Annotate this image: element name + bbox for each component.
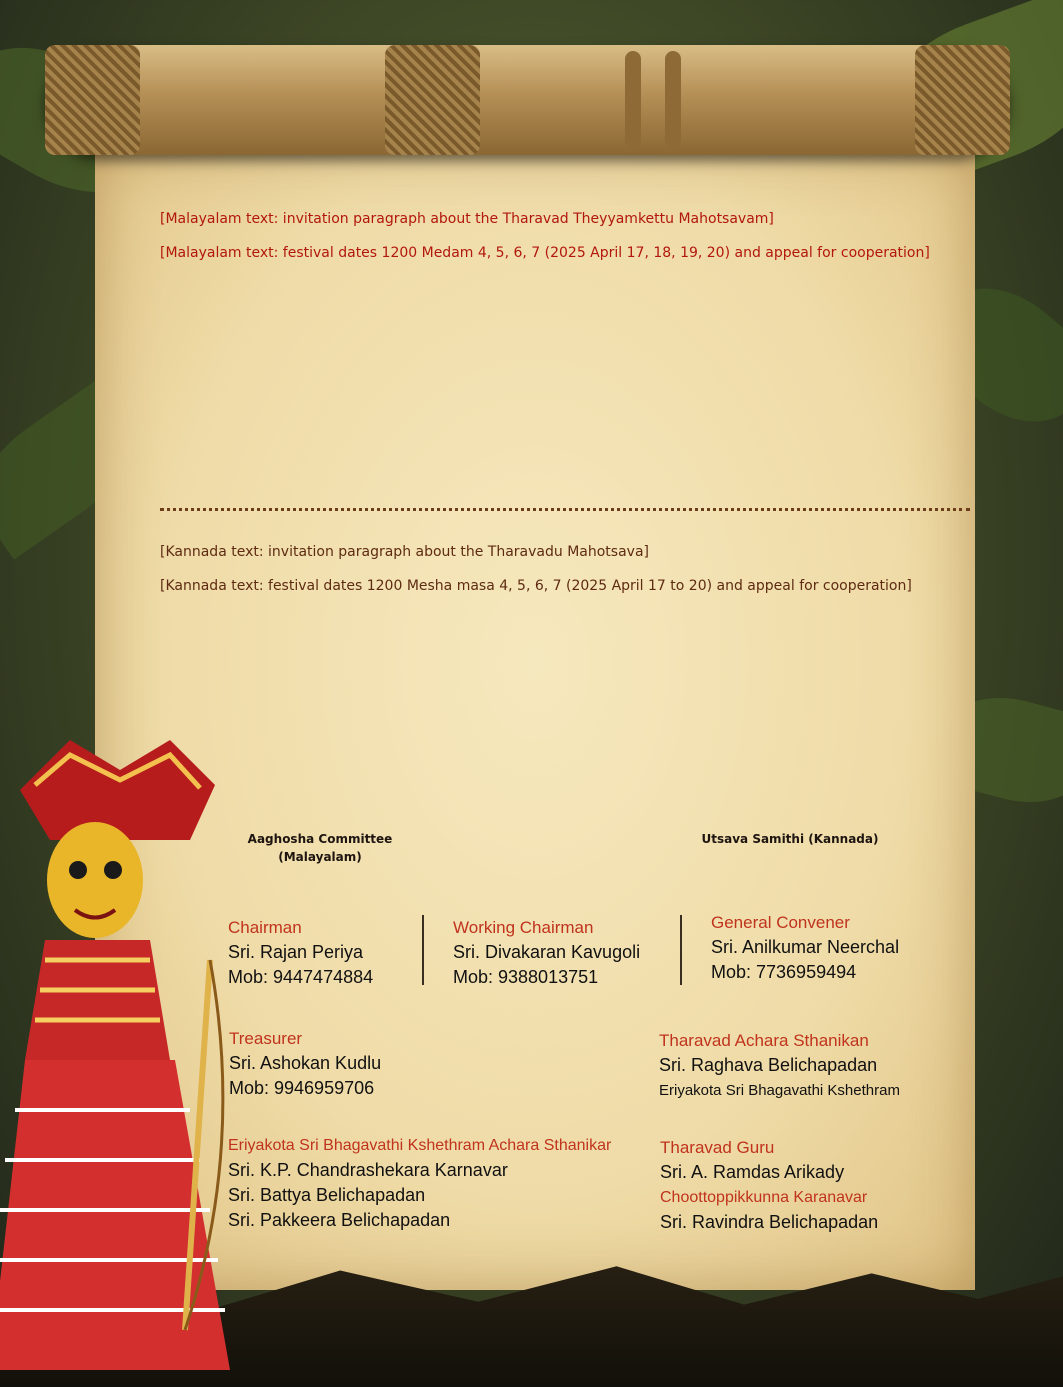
kannada-paragraph-1: [Kannada text: invitation paragraph about the Tharavadu Mahotsava] [160,544,649,560]
guru-role: Tharavad Guru [660,1138,775,1157]
guru-name: Sri. A. Ramdas Arikady [660,1162,845,1182]
kshethram-achara-role: Eriyakota Sri Bhagavathi Kshethram Achara Sthanikar [228,1137,612,1154]
general-convener-block [711,910,899,985]
treasurer-name: Sri. Ashokan Kudlu [229,1053,382,1073]
guru-block [660,1135,878,1235]
chairman-role: Chairman [228,918,302,937]
working-chairman-mobile: Mob: 9388013751 [453,967,599,987]
theyyam-performer-image [0,730,240,1387]
achara-sthanikan-block [659,1028,900,1103]
achara-sthanikan-name: Sri. Raghava Belichapadan [659,1055,878,1075]
malayalam-text-block [160,205,965,273]
chairman-mobile: Mob: 9447474884 [228,967,374,987]
achara-sthanikan-temple: Eriyakota Sri Bhagavathi Kshethram [659,1082,900,1099]
treasurer-role: Treasurer [229,1029,303,1048]
kshethram-achara-block [228,1133,611,1233]
chairman-block [228,915,373,990]
kshethram-achara-name-2: Sri. Battya Belichapadan [228,1185,426,1205]
chairman-name: Sri. Rajan Periya [228,942,364,962]
kannada-text-block [160,538,965,606]
achara-sthanikan-role: Tharavad Achara Sthanikan [659,1031,869,1050]
treasurer-block [229,1026,381,1101]
column-divider [680,915,682,985]
malayalam-paragraph-2: [Malayalam text: festival dates 1200 Medam 4, 5, 6, 7 (2025 April 17, 18, 19, 20) and appeal for cooperation] [160,245,930,261]
working-chairman-block [453,915,640,990]
working-chairman-role: Working Chairman [453,918,594,937]
general-convener-name: Sri. Anilkumar Neerchal [711,937,900,957]
kshethram-achara-name-3: Sri. Pakkeera Belichapadan [228,1210,451,1230]
working-chairman-name: Sri. Divakaran Kavugoli [453,942,641,962]
signature-left: Aaghosha Committee (Malayalam) [247,832,393,864]
general-convener-mobile: Mob: 7736959494 [711,962,857,982]
scroll-rod [45,45,1010,155]
malayalam-paragraph-1: [Malayalam text: invitation paragraph about the Tharavad Theyyamkettu Mahotsavam] [160,211,774,227]
general-convener-role: General Convener [711,913,850,932]
karanavar-role: Choottoppikkunna Karanavar [660,1189,868,1206]
signature-right: Utsava Samithi (Kannada) [701,832,879,846]
dotted-divider [160,508,970,511]
column-divider [422,915,424,985]
karanavar-name: Sri. Ravindra Belichapadan [660,1212,879,1232]
kannada-paragraph-2: [Kannada text: festival dates 1200 Mesha masa 4, 5, 6, 7 (2025 April 17 to 20) and appeal for cooperation] [160,578,912,594]
treasurer-mobile: Mob: 9946959706 [229,1078,375,1098]
kshethram-achara-name-1: Sri. K.P. Chandrashekara Karnavar [228,1160,508,1180]
